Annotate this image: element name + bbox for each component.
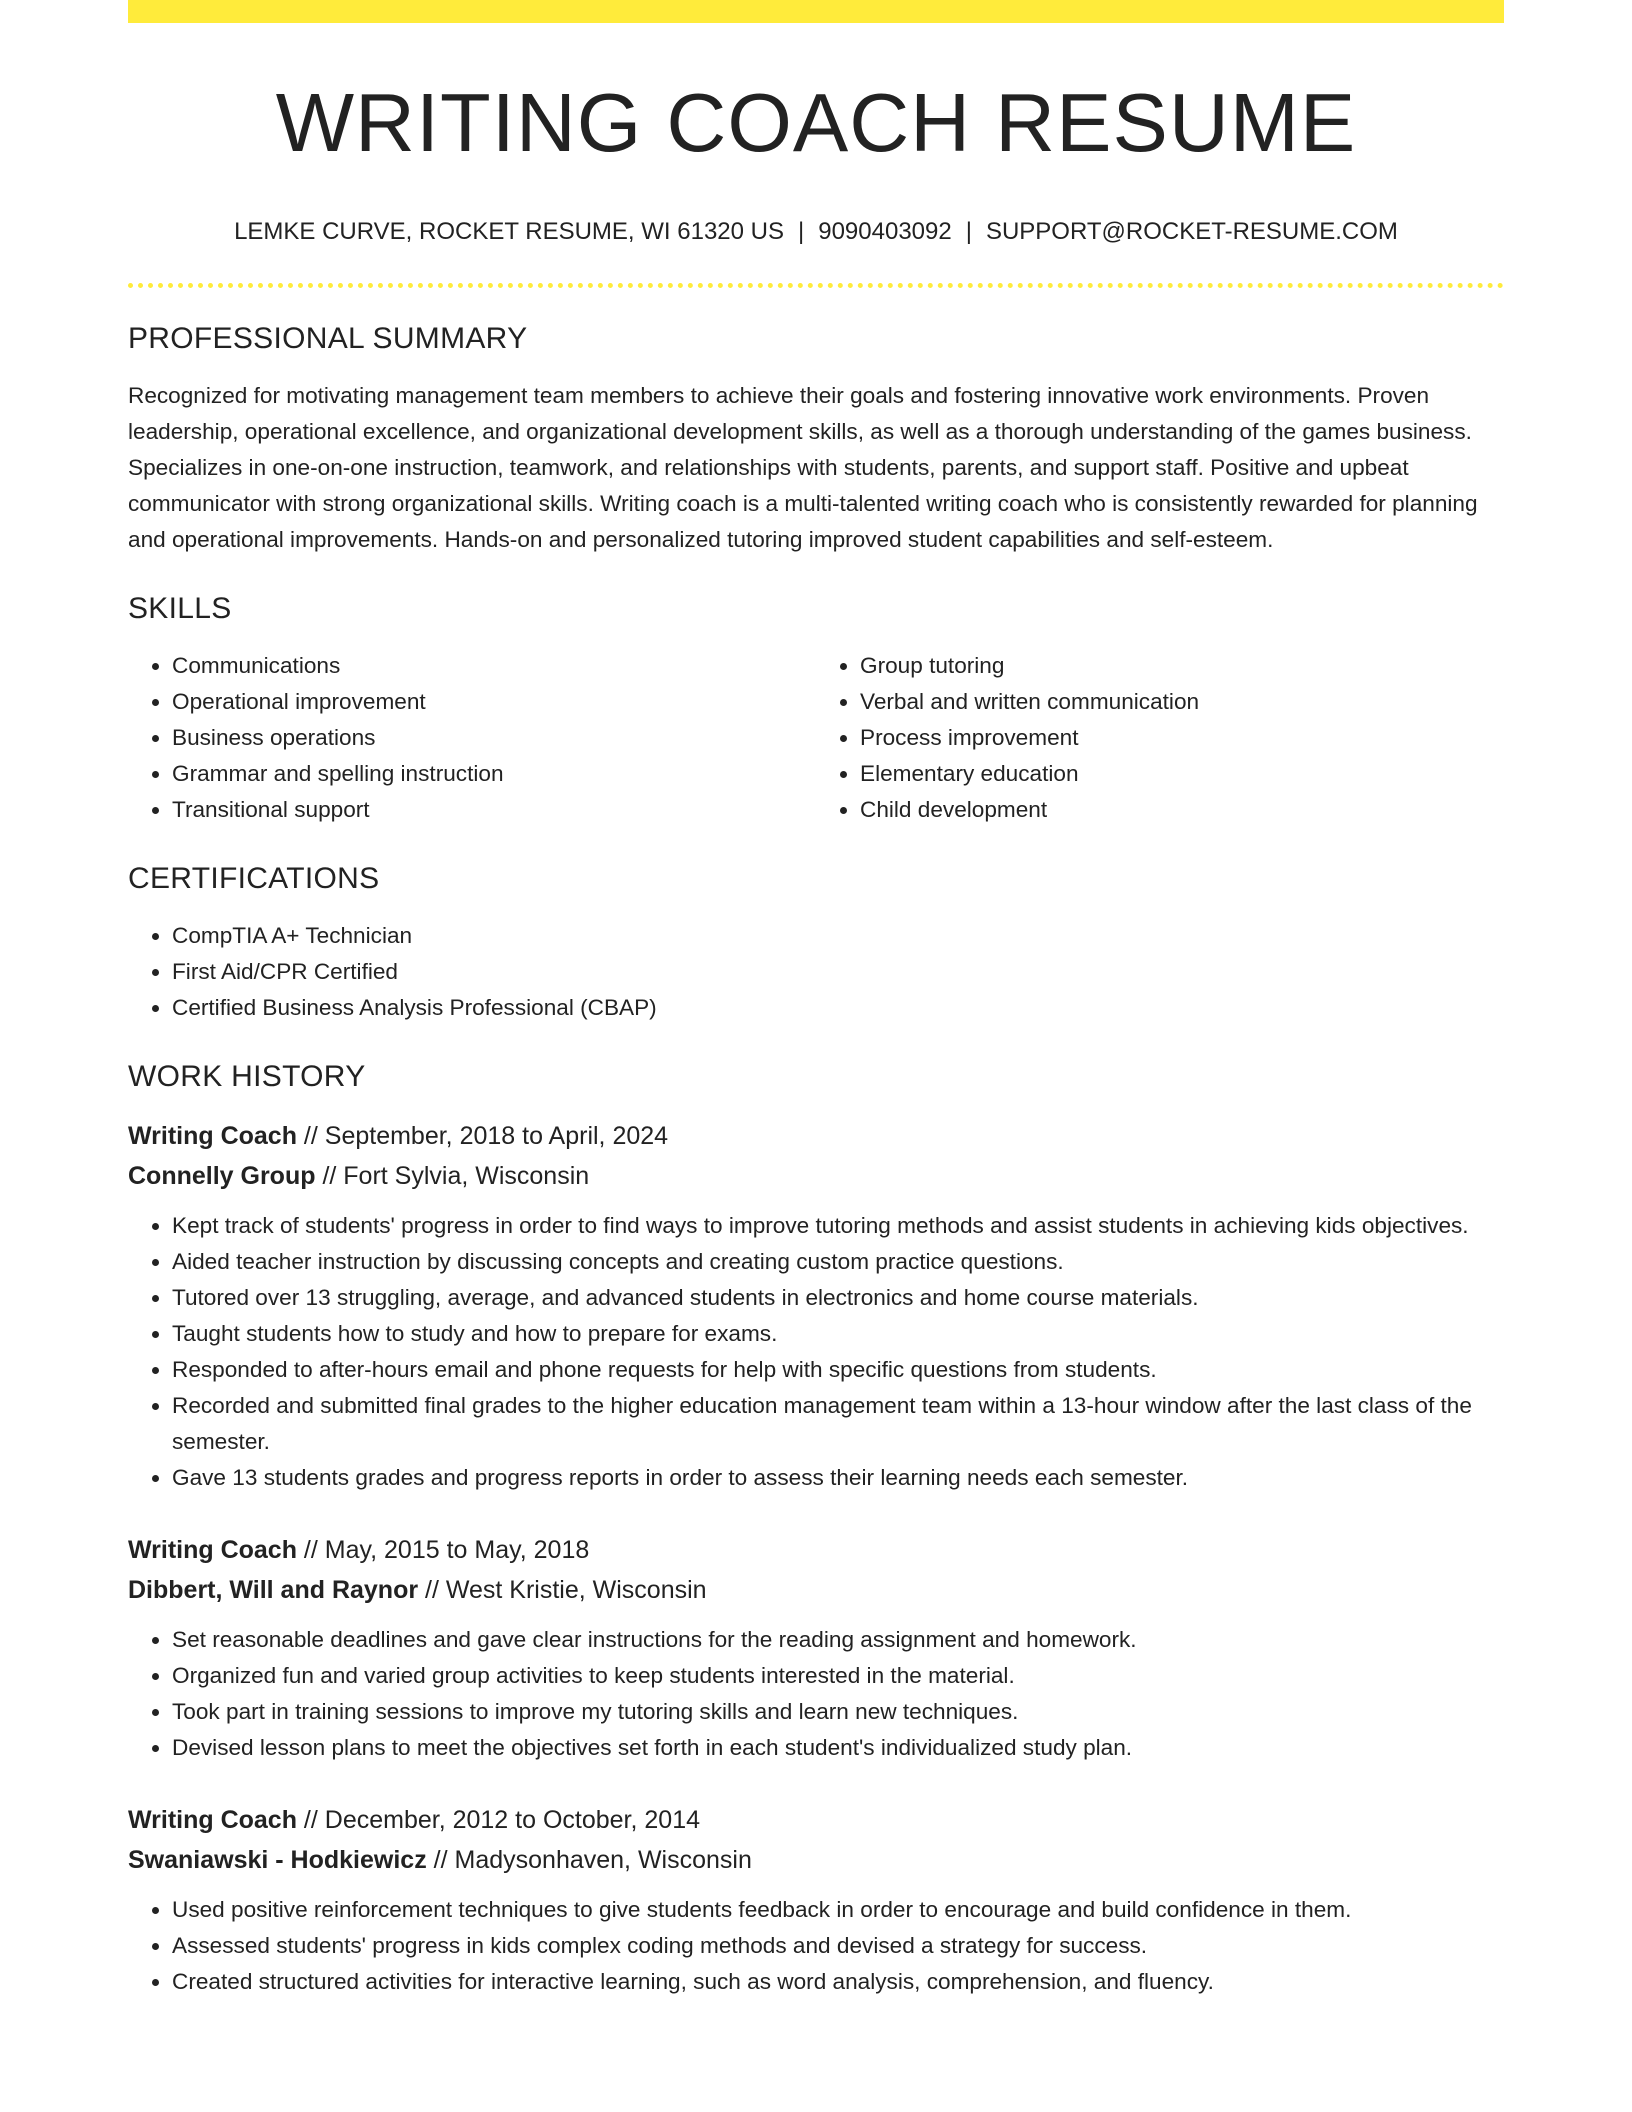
job-entry [128,1800,1504,2000]
work-history-section [128,1062,1504,2000]
job-bullet: • Organized fun and varied group activities to keep students interested in the material. [172,1658,1504,1694]
job-dates: // December, 2012 to October, 2014 [296,1806,701,1834]
job-entry [128,1116,1504,1496]
certification-item: • First Aid/CPR Certified [172,954,1504,990]
job-company: Dibbert, Will and Raynor [128,1576,419,1604]
job-title: Writing Coach [128,1122,297,1150]
job-bullet: • Tutored over 13 struggling, average, and advanced students in electronics and home course materials. [172,1280,1504,1316]
job-title: Writing Coach [128,1806,297,1834]
job-title-line [128,1116,1504,1156]
job-title: Writing Coach [128,1536,297,1564]
job-title-line [128,1800,1504,1840]
section-heading: PROFESSIONAL SUMMARY [128,322,528,355]
summary-text: Recognized for motivating management team members to achieve their goals and fostering innovative work environments. Proven leadership, operational excellence, and organizational development skills, as well as a thorough understanding of the games business. Specializes in one-on-one instruction, teamwork, and relationships with students, parents, and support staff. Positive and upbeat communicator with strong organizational skills. Writing coach is a multi-talented writing coach who is consistently rewarded for planning and operational improvements. Hands-on and personalized tutoring improved student capabilities and self-esteem. [128,383,1478,552]
job-bullet: • Created structured activities for interactive learning, such as word analysis, comprehension, and fluency. [172,1964,1504,2000]
section-heading: CERTIFICATIONS [128,862,380,895]
accent-bar [128,0,1504,23]
job-dates: // May, 2015 to May, 2018 [296,1536,590,1564]
job-bullet: • Used positive reinforcement techniques to give students feedback in order to encourage and build confidence in them. [172,1892,1504,1928]
job-bullet: • Assessed students' progress in kids complex coding methods and devised a strategy for success. [172,1928,1504,1964]
contact-address: LEMKE CURVE, ROCKET RESUME, WI 61320 US [234,218,784,245]
job-company-line [128,1156,1504,1196]
section-heading: WORK HISTORY [128,1060,366,1093]
resume-page [128,0,1504,2034]
job-title-line [128,1530,1504,1570]
skill-item: • Grammar and spelling instruction [172,756,816,792]
section-heading: SKILLS [128,592,232,625]
job-bullet: • Kept track of students' progress in order to find ways to improve tutoring methods and assist students in achieving kids objectives. [172,1208,1504,1244]
certification-item: • Certified Business Analysis Professional (CBAP) [172,990,1504,1026]
job-location: // Madysonhaven, Wisconsin [426,1846,752,1874]
skill-item: • Group tutoring [860,648,1504,684]
skill-item: • Operational improvement [172,684,816,720]
skills-grid [128,648,1504,828]
job-bullet: • Responded to after-hours email and phone requests for help with specific questions from students. [172,1352,1504,1388]
summary-section [128,324,1504,558]
skills-list-left [128,648,816,828]
resume-title: WRITING COACH RESUME [275,76,1357,169]
job-bullet: • Gave 13 students grades and progress reports in order to assess their learning needs each semester. [172,1460,1504,1496]
job-company-line [128,1840,1504,1880]
certifications-section [128,864,1504,1026]
contact-line [128,220,1504,244]
job-bullet: • Aided teacher instruction by discussing concepts and creating custom practice questions. [172,1244,1504,1280]
skill-item: • Process improvement [860,720,1504,756]
contact-phone: 9090403092 [818,218,952,245]
contact-separator: | [965,218,972,245]
job-bullet: • Devised lesson plans to meet the objectives set forth in each student's individualized study plan. [172,1730,1504,1766]
job-entry [128,1530,1504,1766]
job-bullet: • Took part in training sessions to improve my tutoring skills and learn new techniques. [172,1694,1504,1730]
job-bullets [128,1622,1504,1766]
job-location: // Fort Sylvia, Wisconsin [315,1162,590,1190]
job-bullet: • Set reasonable deadlines and gave clear instructions for the reading assignment and homework. [172,1622,1504,1658]
job-bullet: • Taught students how to study and how to prepare for exams. [172,1316,1504,1352]
job-bullets [128,1892,1504,2000]
job-company: Connelly Group [128,1162,316,1190]
skill-item: • Elementary education [860,756,1504,792]
job-company: Swaniawski - Hodkiewicz [128,1846,427,1874]
skill-item: • Communications [172,648,816,684]
skill-item: • Child development [860,792,1504,828]
certification-item: • CompTIA A+ Technician [172,918,1504,954]
contact-email[interactable]: SUPPORT@ROCKET-RESUME.COM [985,218,1398,245]
job-company-line [128,1570,1504,1610]
job-bullets [128,1208,1504,1496]
skills-list-right [816,648,1504,828]
contact-separator: | [798,218,805,245]
certifications-list [128,918,1504,1026]
skill-item: • Verbal and written communication [860,684,1504,720]
job-location: // West Kristie, Wisconsin [418,1576,707,1604]
skill-item: • Transitional support [172,792,816,828]
skill-item: • Business operations [172,720,816,756]
job-dates: // September, 2018 to April, 2024 [296,1122,669,1150]
dotted-divider [128,283,1504,288]
job-bullet: • Recorded and submitted final grades to the higher education management team within a 13-hour window after the last class of the semester. [172,1388,1504,1460]
skills-section [128,594,1504,828]
